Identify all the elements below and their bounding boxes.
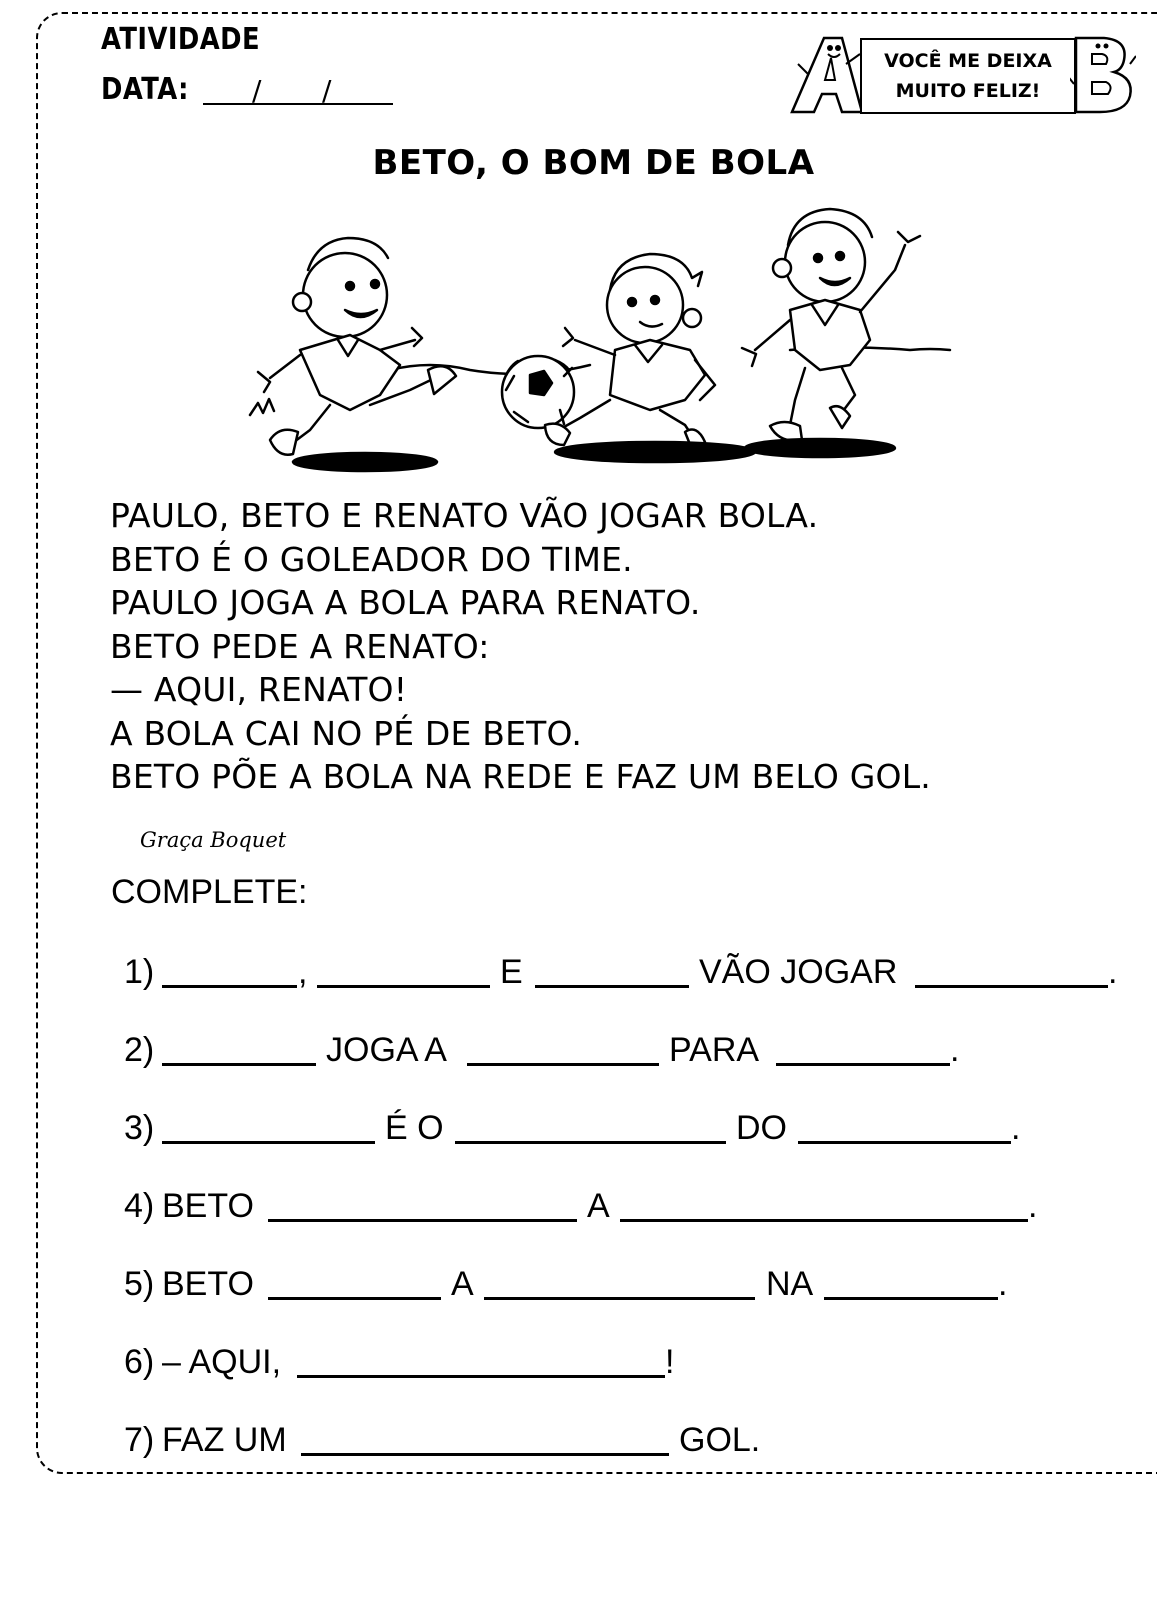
exercise-text: .	[1028, 1187, 1038, 1225]
story-line: BETO PÕE A BOLA NA REDE E FAZ UM BELO GOL.	[110, 757, 931, 796]
letter-a-icon	[790, 34, 870, 116]
answer-blank[interactable]	[915, 953, 1108, 988]
story-line: A BOLA CAI NO PÉ DE BETO.	[110, 713, 583, 753]
date-field[interactable]	[203, 101, 393, 105]
exercise-text: BETO	[162, 1187, 254, 1225]
exercise-text: ,	[298, 953, 308, 991]
exercise-text: A	[587, 1187, 610, 1225]
badge-line-2: MUITO FELIZ!	[895, 80, 1041, 102]
date-separator: /	[252, 74, 262, 107]
exercise-text: JOGA A	[326, 1031, 447, 1069]
complete-instruction: COMPLETE:	[111, 873, 308, 911]
exercise-text: .	[950, 1031, 960, 1069]
answer-blank[interactable]	[535, 953, 689, 988]
exercise-number: 7)	[124, 1421, 155, 1459]
answer-blank[interactable]	[162, 1031, 316, 1066]
exercise-number: 6)	[124, 1343, 155, 1381]
exercise-text: .	[1011, 1109, 1021, 1147]
header-badge	[790, 34, 1135, 116]
answer-blank[interactable]	[301, 1421, 669, 1456]
answer-blank[interactable]	[162, 1109, 375, 1144]
badge-line-1: VOCÊ ME DEIXA	[884, 50, 1052, 72]
answer-blank[interactable]	[268, 1265, 441, 1300]
answer-blank[interactable]	[455, 1109, 726, 1144]
date-separator: /	[322, 74, 332, 107]
exercise-number: 1)	[124, 953, 155, 991]
answer-blank[interactable]	[297, 1343, 665, 1378]
story-line: BETO PEDE A RENATO:	[110, 626, 490, 666]
exercise-number: 5)	[124, 1265, 155, 1303]
story-line: BETO É O GOLEADOR DO TIME.	[110, 539, 633, 579]
story-line: — AQUI, RENATO!	[110, 670, 408, 709]
date-label: DATA:	[101, 72, 189, 107]
exercise-text: – AQUI,	[162, 1343, 282, 1381]
exercise-text: .	[998, 1265, 1008, 1303]
exercise-text: FAZ UM	[162, 1421, 287, 1459]
exercise-text: NA	[766, 1265, 814, 1303]
exercise-text: GOL.	[679, 1421, 761, 1459]
letter-b-icon	[1070, 34, 1136, 116]
story-text	[110, 494, 931, 799]
answer-blank[interactable]	[620, 1187, 1028, 1222]
answer-blank[interactable]	[798, 1109, 1011, 1144]
boys-playing-soccer-illustration	[230, 200, 960, 475]
exercise-number: 4)	[124, 1187, 155, 1225]
exercise-text: !	[665, 1343, 675, 1381]
answer-blank[interactable]	[268, 1187, 577, 1222]
exercise-number: 2)	[124, 1031, 155, 1069]
answer-blank[interactable]	[162, 953, 297, 988]
story-line: PAULO, BETO E RENATO VÃO JOGAR BOLA.	[110, 496, 819, 535]
answer-blank[interactable]	[484, 1265, 755, 1300]
answer-blank[interactable]	[467, 1031, 659, 1066]
exercise-text: A	[451, 1265, 474, 1303]
exercise-text: DO	[736, 1109, 787, 1147]
answer-blank[interactable]	[317, 953, 490, 988]
story-line: PAULO JOGA A BOLA PARA RENATO.	[110, 583, 701, 622]
exercise-number: 3)	[124, 1109, 155, 1147]
badge-message-box	[860, 38, 1076, 114]
exercise-text: E	[500, 953, 523, 991]
exercise-text: BETO	[162, 1265, 254, 1303]
answer-blank[interactable]	[776, 1031, 950, 1066]
exercise-text: É O	[385, 1109, 444, 1147]
exercise-text: PARA	[669, 1031, 760, 1069]
activity-heading: ATIVIDADE	[101, 22, 261, 57]
answer-blank[interactable]	[824, 1265, 998, 1300]
exercise-text: VÃO JOGAR	[699, 953, 898, 991]
exercise-text: .	[1108, 953, 1118, 991]
page-title: BETO, O BOM DE BOLA	[372, 143, 815, 183]
author-credit: Graça Boquet	[140, 828, 287, 852]
